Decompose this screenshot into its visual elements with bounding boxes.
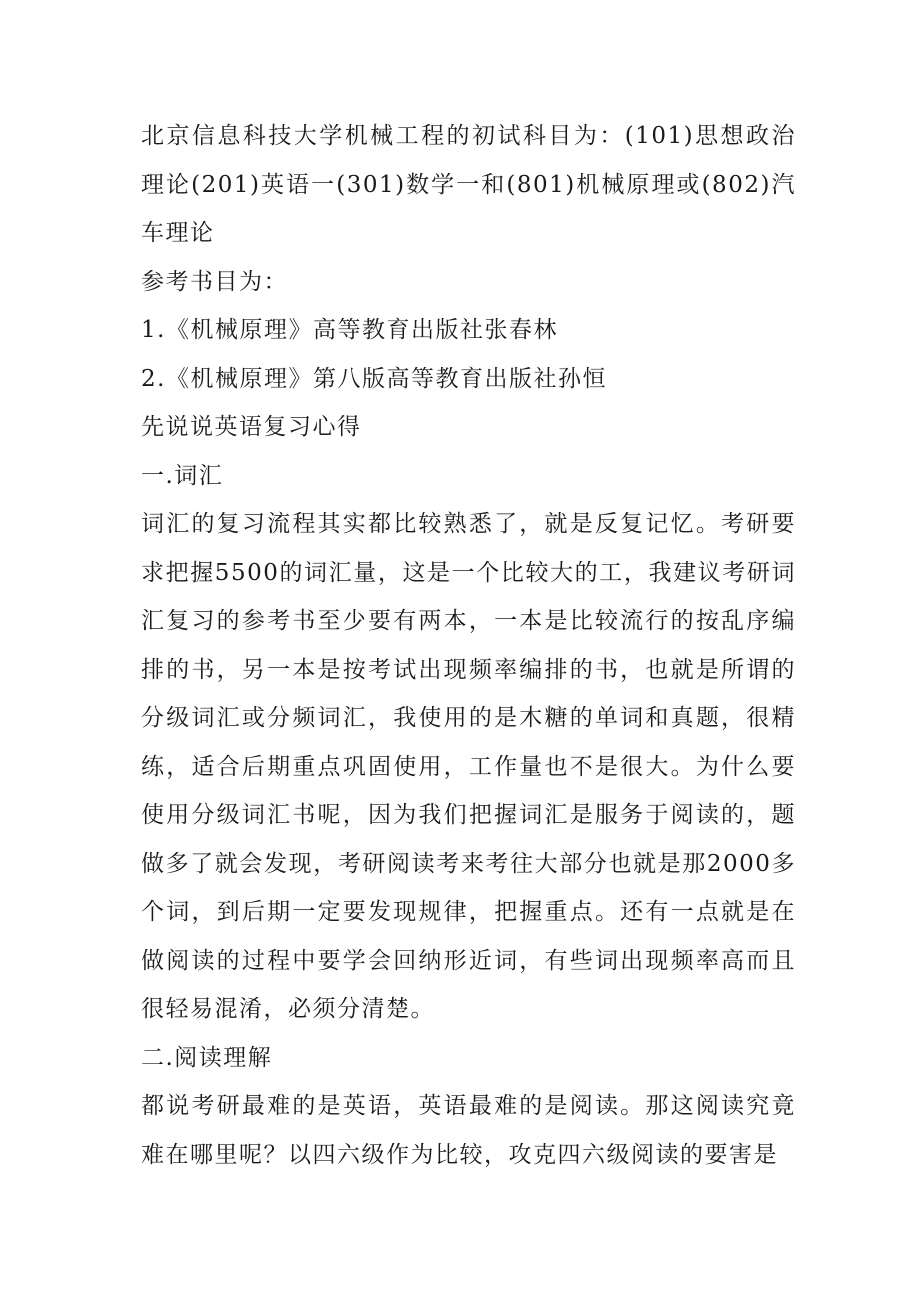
paragraph-reference-2: 2.《机械原理》第八版高等教育出版社孙恒	[141, 365, 607, 392]
section-heading-reading: 二.阅读理解	[141, 1044, 273, 1071]
paragraph-exam-subjects: 北京信息科技大学机械工程的初试科目为：(101)思想政治理论(201)英语一(301)数学一和(801)机械原理或(802)汽车理论	[141, 123, 796, 246]
paragraph-reference-1: 1.《机械原理》高等教育出版社张春林	[141, 317, 558, 343]
paragraph-vocabulary: 词汇的复习流程其实都比较熟悉了，就是反复记忆。考研要求把握5500的词汇量，这是一个比较大的工，我建议考研词汇复习的参考书至少要有两本，一本是比较流行的按乱序编排的书，另一本是按考试出现频率编排的书，也就是所谓的分级词汇或分频词汇，我使用的是木糖的单词和真题，很精练，适合后期重点巩固使用，工作量也不是很大。为什么要使用分级词汇书呢，因为我们把握词汇是服务于阅读的，题做多了就会发现，考研阅读考来考往大部分也就是那2000多个词，到后期一定要发现规律，把握重点。还有一点就是在做阅读的过程中要学会回纳形近词，有些词出现频率高而且很轻易混淆，必须分清楚。	[141, 511, 796, 1022]
document-body	[141, 112, 796, 1179]
paragraph-reference-heading: 参考书目为：	[141, 268, 288, 295]
paragraph-english-intro: 先说说英语复习心得	[141, 414, 362, 440]
paragraph-reading: 都说考研最难的是英语，英语最难的是阅读。那这阅读究竟难在哪里呢？以四六级作为比较，攻克四六级阅读的要害是	[141, 1093, 796, 1168]
section-heading-vocabulary: 一.词汇	[141, 462, 224, 489]
